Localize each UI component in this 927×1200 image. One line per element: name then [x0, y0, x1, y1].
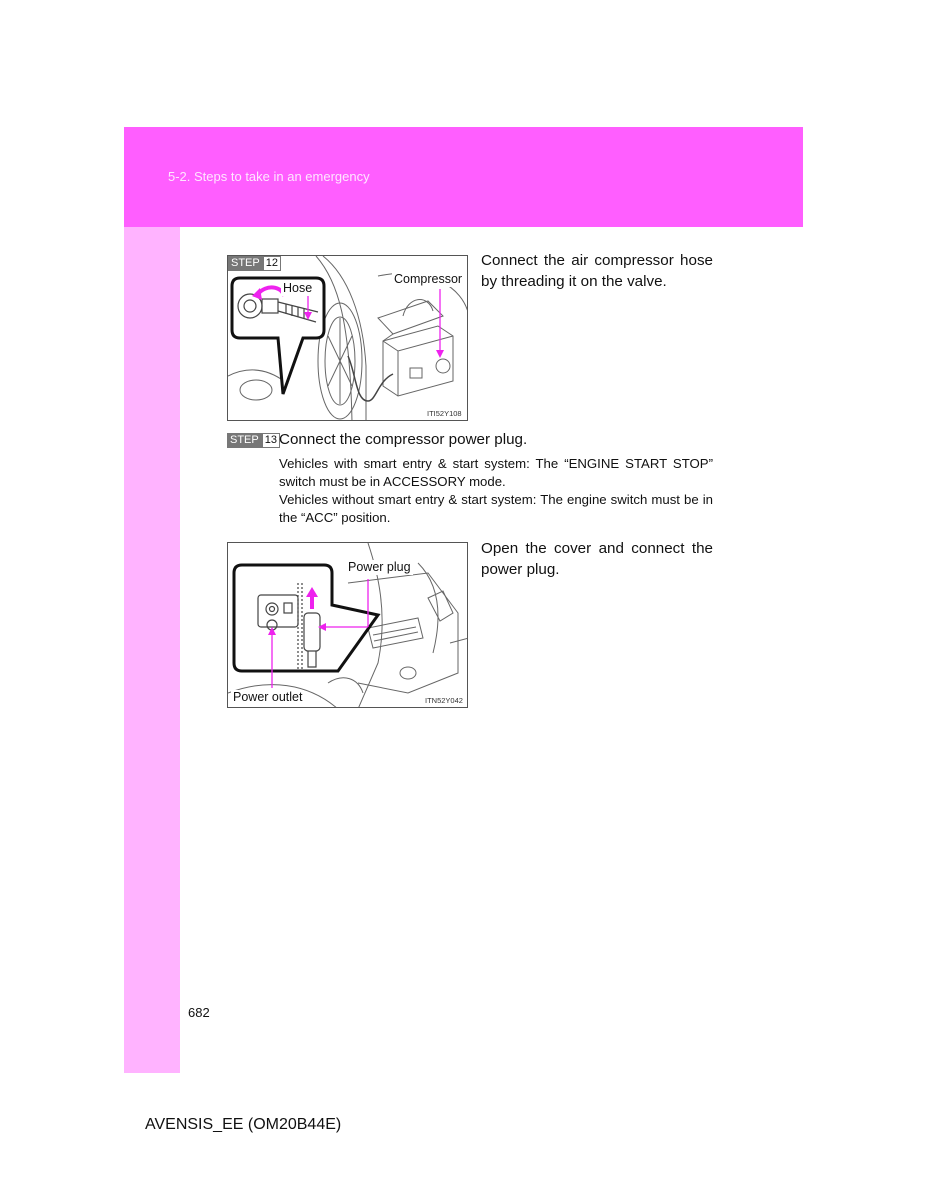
compressor-label: Compressor [394, 272, 463, 286]
step-word: STEP [227, 433, 262, 448]
step-13-badge [227, 433, 280, 448]
page-number: 682 [188, 1005, 210, 1020]
step-word: STEP [228, 256, 263, 271]
power-plug-text: Open the cover and connect the power plug. [481, 540, 713, 578]
figure-code: ITI52Y108 [427, 409, 462, 418]
power-plug-figure [227, 542, 468, 708]
step-number: 12 [263, 256, 281, 271]
step-13-text: Connect the compressor power plug. [279, 431, 528, 448]
note-smart-entry: Vehicles with smart entry & start system: The “ENGINE START STOP” switch must be in ACCESSORY mode. [279, 456, 713, 489]
step-12-badge [228, 256, 281, 271]
power-outlet-label: Power outlet [233, 690, 303, 704]
hose-label: Hose [283, 281, 313, 295]
side-strip [124, 227, 180, 1073]
power-plug-label: Power plug [348, 560, 411, 574]
figure-code: ITN52Y042 [425, 696, 463, 705]
step-12-text: Connect the air compressor hose by threading it on the valve. [481, 252, 713, 290]
step-number: 13 [262, 433, 280, 448]
compressor-hose-figure [227, 255, 468, 421]
section-title: 5-2. Steps to take in an emergency [168, 169, 370, 184]
footer-model: AVENSIS_EE (OM20B44E) [145, 1116, 342, 1133]
note-no-smart-entry: Vehicles without smart entry & start system: The engine switch must be in the “ACC” position. [279, 492, 713, 525]
